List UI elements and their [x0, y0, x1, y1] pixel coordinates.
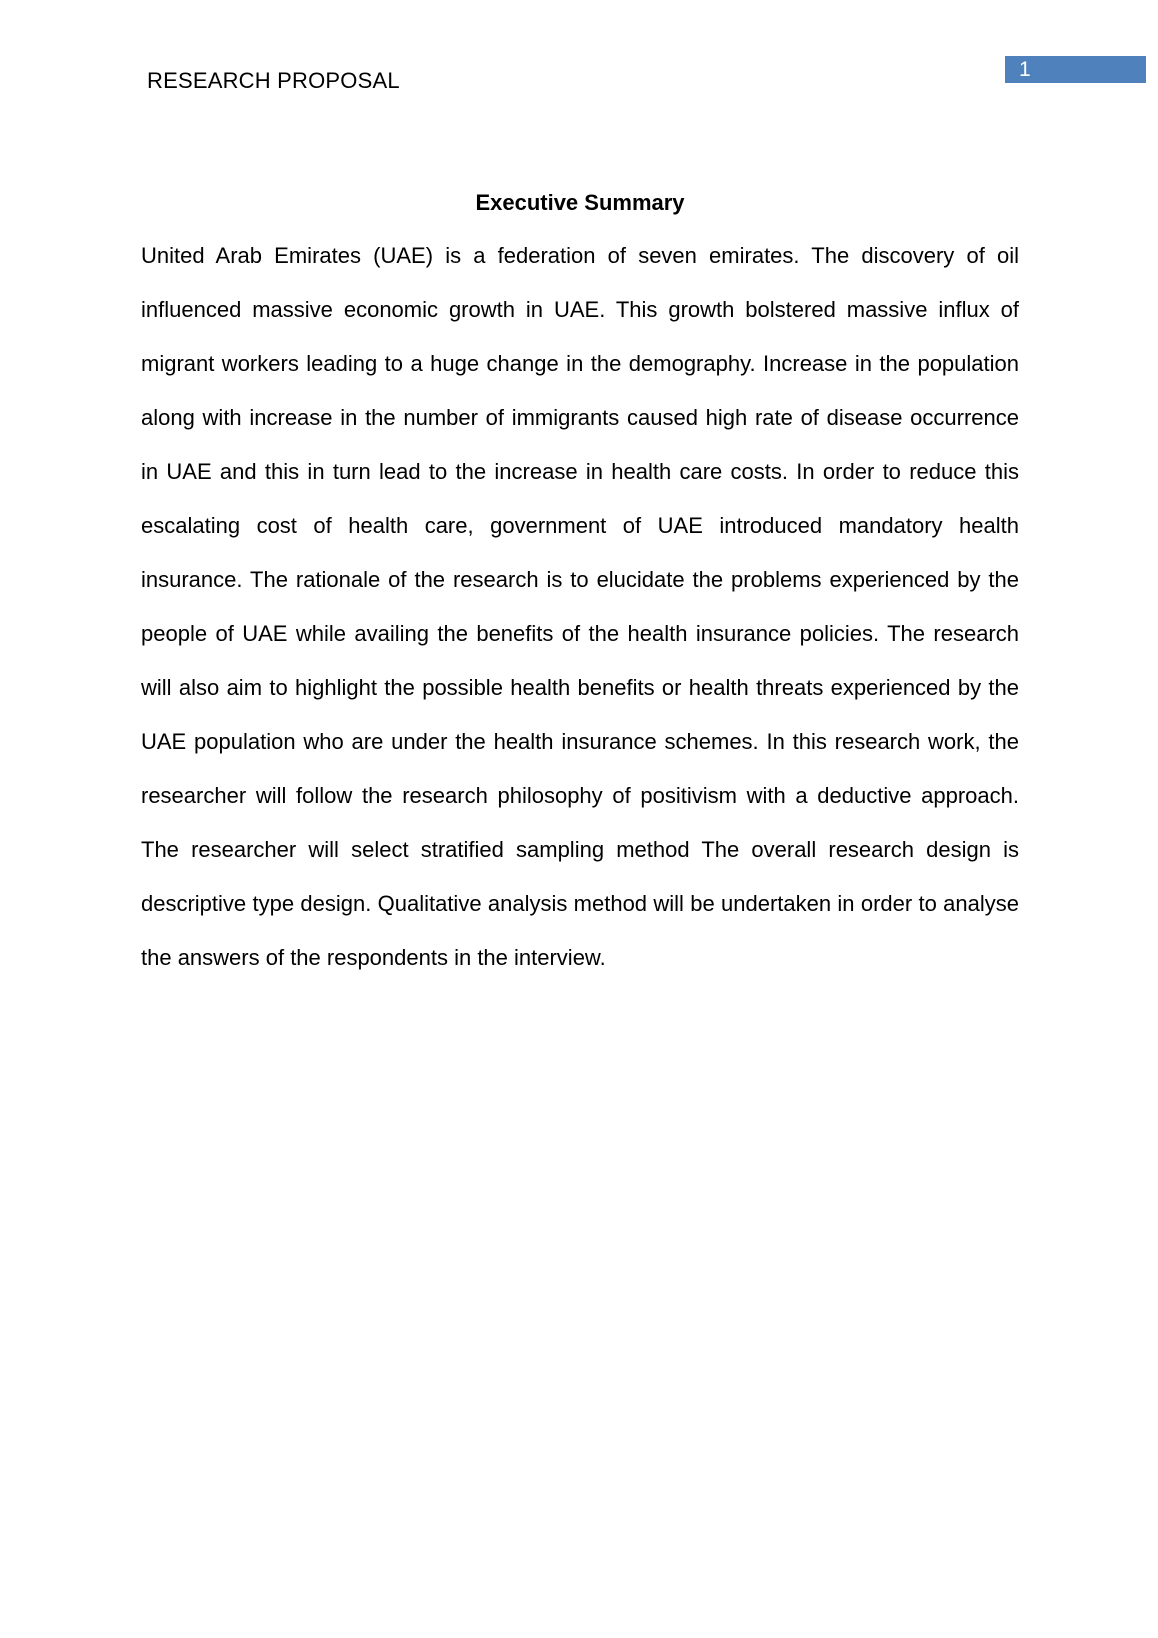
section-title: Executive Summary	[475, 190, 685, 215]
page-number-badge	[1005, 56, 1146, 83]
page-number: 1	[1019, 58, 1031, 81]
executive-summary-paragraph: United Arab Emirates (UAE) is a federation of seven emirates. The discovery of oil influenced massive economic growth in UAE. This growth bolstered massive influx of migrant workers leading to a huge change in the demography. Increase in the population along with increase in the number of immigrants caused high rate of disease occurrence in UAE and this in turn lead to the increase in health care costs. In order to reduce this escalating cost of health care, government of UAE introduced mandatory health insurance. The rationale of the research is to elucidate the problems experienced by the people of UAE while availing the benefits of the health insurance policies. The research will also aim to highlight the possible health benefits or health threats experienced by the UAE population who are under the health insurance schemes. In this research work, the researcher will follow the research philosophy of positivism with a deductive approach. The researcher will select stratified sampling method The overall research design is descriptive type design. Qualitative analysis method will be undertaken in order to analyse the answers of the respondents in the interview.	[141, 243, 1019, 970]
running-head: RESEARCH PROPOSAL	[147, 68, 400, 93]
